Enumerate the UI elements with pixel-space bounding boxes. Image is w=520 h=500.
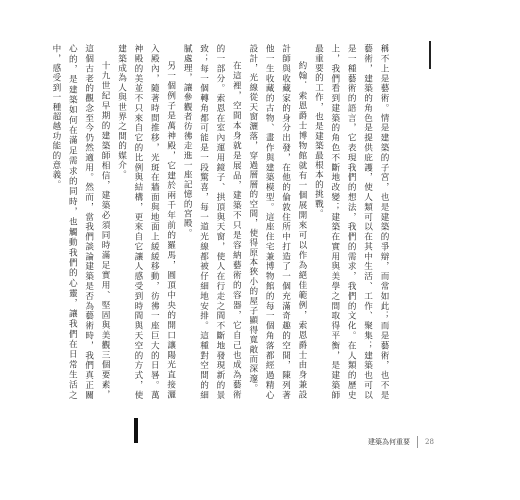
body-text <box>50 44 392 400</box>
paragraph: 約翰．索恩爵士博物館就有一個展開來可以作為絕佳範例，索恩爵士由身兼設計師與收藏家的身分出發，在他的倫敦住所中打造了一個充滿奇趣的空間，陳列著他一生收藏的古物、畫作與建築模型。這座住宅兼博物館的每一個角落都經過精心設計，光線從天窗灑落，穿過層層的空間，使得原本狹小的屋子顯得寬敞而深邃。 <box>247 44 307 400</box>
footer-divider <box>417 436 418 448</box>
paragraph: 在這裡，空間本身就是展品，建築不只是容納藝術的容器，它自己也成為藝術的一部分。索恩在室內運用鏡子、拱頂與天窗，使人在行走之間不斷地發現新的景致；每一個轉角都可能是一段驚喜，每一道光線都被仔細地安排。這種對空間的細膩處理，讓參觀者彷彿走進一座記憶的宮殿。 <box>182 44 242 400</box>
paragraph: 稱不上是藝術。情是建築的子宮，也是建築的爭辯，而常如此；而是藝術，也不是藝術，建築的角色是提供庇護，使人類可以在其中生活、工作、聚集；建築也可以是一種藝術的語言，它表現我們的想法，我們的需求，我們的文化。在人類的歷史上，我們看到建築的角色不斷地改變；建築在實用與美學之間取得平衡，是建築師最重要的工作，也是建築最根本的挑戰。 <box>313 44 389 400</box>
top-margin-mark <box>429 41 431 69</box>
page-number: 28 <box>425 438 434 446</box>
page-footer <box>368 436 434 448</box>
paragraph: 另一個例子是萬神殿，它建於兩千年前的羅馬，圓頂中央的開口讓陽光直接灑入殿內，隨著時間推移，光斑在牆面與地面上緩緩移動，彷彿一座巨大的日晷。萬神殿的美並不只來自它的比例與結構，更來自它讓人感受到時間與天空的方式，使建築成為人與世界之間的媒介。 <box>116 44 176 400</box>
paragraph: 十九世紀早期的建築師相信，建築必須同時滿足實用、堅固與美觀三個要素，這個古老的觀念至今仍然適用。然而，當我們談論建築是否為藝術時，我們真正關心的，是建築如何在滿足需求的同時，也觸動我們的心靈，讓我們在日常生活之中，感受到一種超越功能的意義。 <box>50 44 111 400</box>
bottom-margin-mark <box>134 418 138 443</box>
running-title: 建築為何重要 <box>368 438 410 446</box>
